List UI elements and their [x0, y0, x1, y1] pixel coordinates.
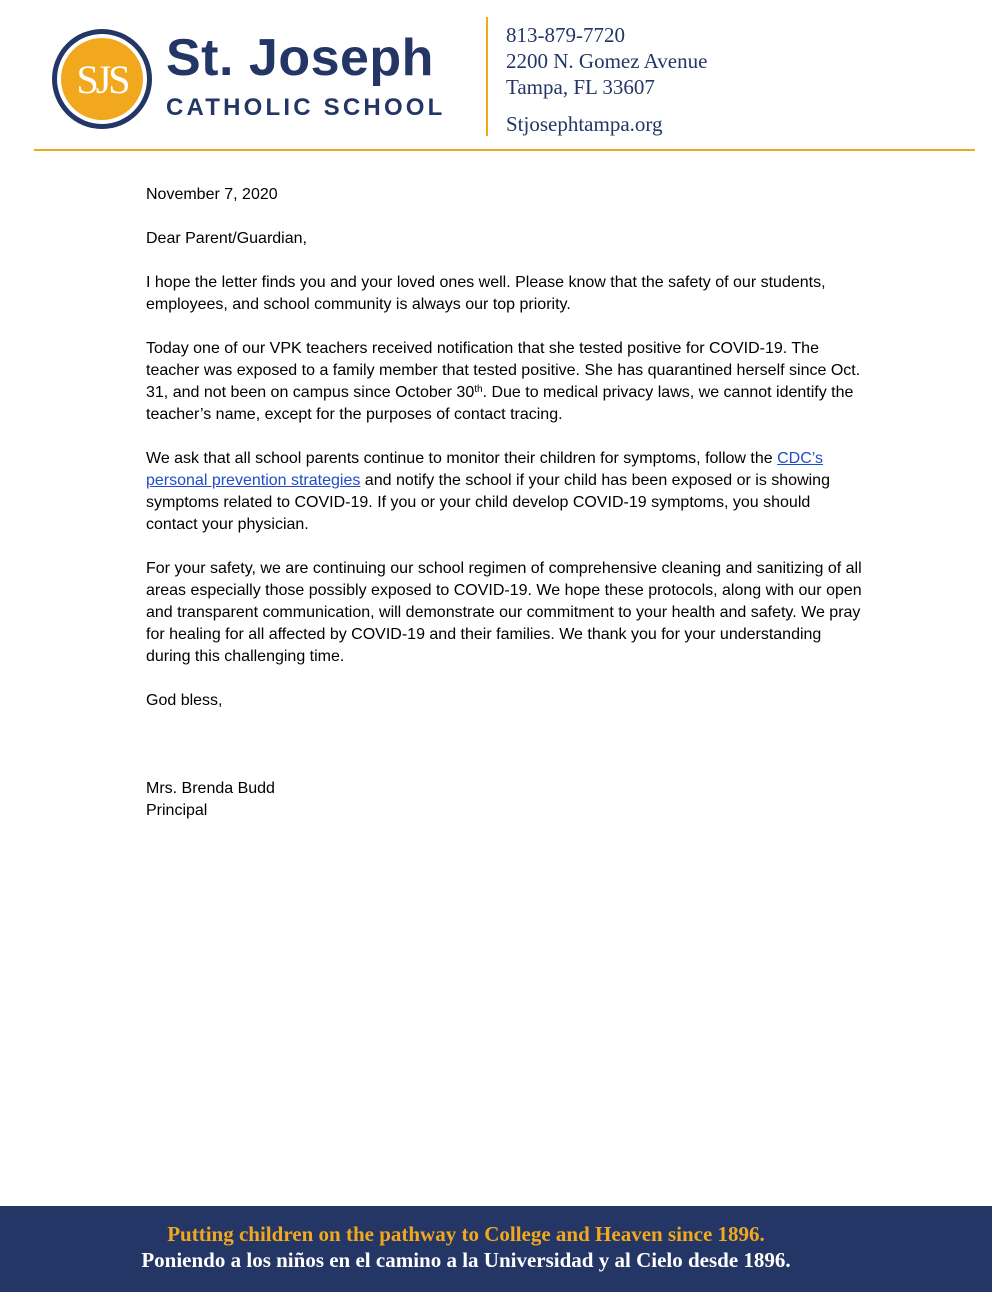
school-logo-icon	[50, 27, 154, 131]
paragraph-3	[146, 448, 866, 536]
closing: God bless,	[146, 692, 223, 709]
logo-monogram: SJS	[76, 57, 128, 102]
school-name: St. Joseph	[166, 29, 434, 87]
school-subtitle: CATHOLIC SCHOOL	[166, 94, 446, 121]
address-street: 2200 N. Gomez Avenue	[506, 49, 708, 73]
phone-number: 813-879-7720	[506, 23, 625, 47]
cdc-strategies-link[interactable]: CDC’s personal prevention strategies	[146, 450, 824, 489]
header-rule	[34, 149, 975, 151]
paragraph-4: For your safety, we are continuing our school regimen of comprehensive cleaning and sanitizing of all areas especially those possibly exposed to COVID-19. We hope these protocols, along with our open and transparent communication, will demonstrate our commitment to your health and safety. We pray for healing for all affected by COVID-19 and their families. We thank you for your understanding during this challenging time.	[146, 560, 862, 665]
letterhead	[0, 0, 992, 152]
signer-title: Principal	[146, 802, 208, 819]
paragraph-2-text-a: Today one of our VPK teachers received notification that she tested positive for COVID-19. The teacher was exposed to a family member that tested positive. She has quarantined herself since Oct. 31, and not been on campus since October 30	[146, 340, 861, 401]
salutation: Dear Parent/Guardian,	[146, 230, 307, 247]
header-divider	[486, 17, 488, 136]
letter-date: November 7, 2020	[146, 186, 278, 203]
tagline-english: Putting children on the pathway to College and Heaven since 1896.	[167, 1222, 765, 1246]
signature-space	[146, 734, 866, 778]
address-city: Tampa, FL 33607	[506, 75, 655, 99]
paragraph-3-text-b: and notify the school if your child has been exposed or is showing symptoms related to COVID-19. If you or your child develop COVID-19 symptoms, you should contact your physician.	[146, 472, 830, 533]
paragraph-1: I hope the letter finds you and your loved ones well. Please know that the safety of our students, employees, and school community is always our top priority.	[146, 274, 826, 313]
footer-banner	[0, 1206, 992, 1292]
paragraph-2-text-b: . Due to medical privacy laws, we cannot identify the teacher’s name, except for the purposes of contact tracing.	[146, 384, 854, 423]
letter-body	[146, 184, 866, 822]
signer-name: Mrs. Brenda Budd	[146, 780, 275, 797]
tagline-spanish: Poniendo a los niños en el camino a la Universidad y al Cielo desde 1896.	[141, 1248, 791, 1272]
paragraph-2	[146, 338, 866, 426]
ordinal-suffix: th	[474, 384, 483, 395]
paragraph-3-text-a: We ask that all school parents continue to monitor their children for symptoms, follow the	[146, 450, 778, 467]
website: Stjosephtampa.org	[506, 112, 663, 136]
